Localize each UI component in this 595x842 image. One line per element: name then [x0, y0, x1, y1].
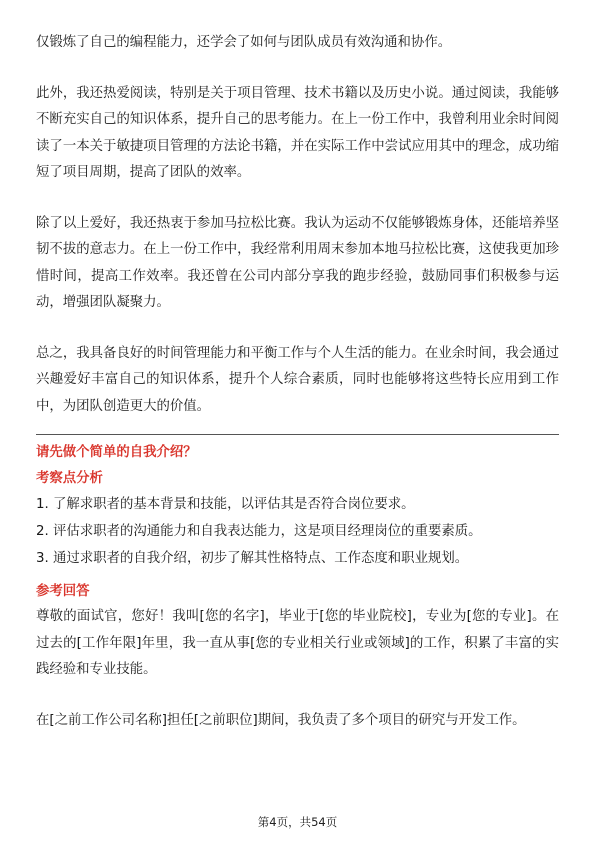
analysis-item: 2. 评估求职者的沟通能力和自我表达能力，这是项目经理岗位的重要素质。 [36, 524, 482, 539]
body-paragraph: 此外，我还热爱阅读，特别是关于项目管理、技术书籍以及历史小说。通过阅读，我能够不断充实自己的知识体系，提升自己的思考能力。在上一份工作中，我曾利用业余时间阅读了一本关于敏捷项目管理的方法论书籍，并在实际工作中尝试应用其中的理念，成功缩短了项目周期，提高了团队的效率。 [36, 85, 559, 180]
answer-paragraph: 尊敬的面试官，您好！我叫[您的名字]，毕业于[您的毕业院校]，专业为[您的专业]。在过去的[工作年限]年里，我一直从事[您的专业相关行业或领域]的工作，积累了丰富的实践经验和专业技能。 [36, 609, 559, 677]
page-number: 第4页，共54页 [257, 815, 338, 829]
interview-question: 请先做个简单的自我介绍？ [36, 445, 197, 460]
document-page [36, 30, 559, 734]
analysis-heading: 考察点分析 [36, 471, 103, 486]
analysis-item: 3. 通过求职者的自我介绍，初步了解其性格特点、工作态度和职业规划。 [36, 551, 469, 566]
answer-heading: 参考回答 [36, 584, 90, 599]
body-paragraph: 仅锻炼了自己的编程能力，还学会了如何与团队成员有效沟通和协作。 [36, 35, 452, 50]
analysis-item: 1. 了解求职者的基本背景和技能，以评估其是否符合岗位要求。 [36, 497, 415, 512]
body-paragraph: 总之，我具备良好的时间管理能力和平衡工作与个人生活的能力。在业余时间，我会通过兴趣爱好丰富自己的知识体系，提升个人综合素质，同时也能够将这些特长应用到工作中，为团队创造更大的价值。 [36, 345, 559, 414]
section-divider [36, 434, 559, 435]
body-paragraph: 除了以上爱好，我还热衷于参加马拉松比赛。我认为运动不仅能够锻炼身体，还能培养坚韧不拔的意志力。在上一份工作中，我经常利用周末参加本地马拉松比赛，这使我更加珍惜时间，提高工作效率。我还曾在公司内部分享我的跑步经验，鼓励同事们积极参与运动，增强团队凝聚力。 [36, 215, 559, 310]
answer-paragraph: 在[之前工作公司名称]担任[之前职位]期间，我负责了多个项目的研究与开发工作。 [36, 712, 526, 728]
